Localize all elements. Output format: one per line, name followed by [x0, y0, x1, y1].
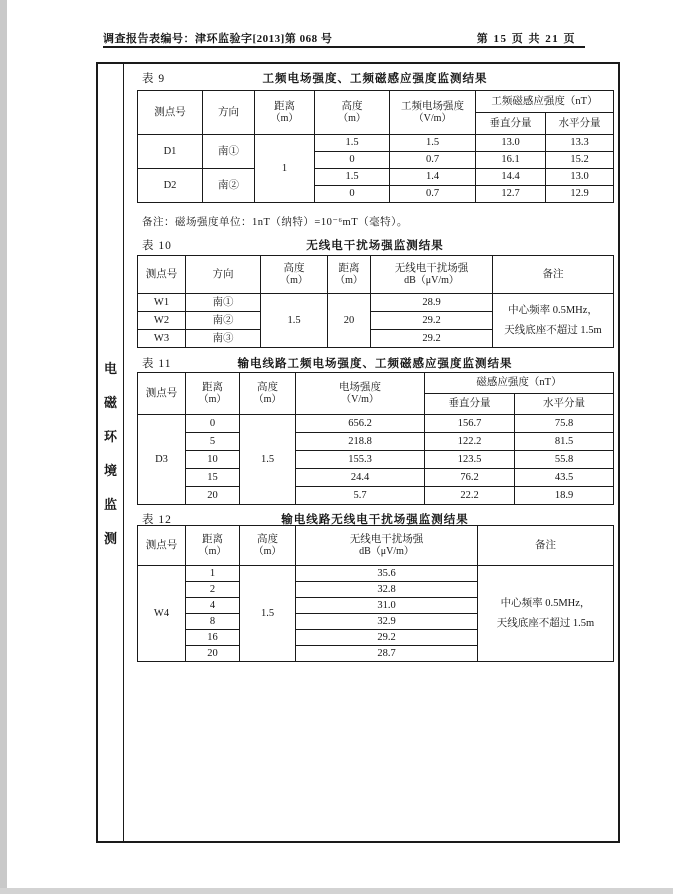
table-cell: 1.4 [390, 169, 476, 186]
table9-caption [137, 70, 613, 84]
table-cell: 22.2 [425, 487, 515, 505]
col-header-line: 高度 [257, 381, 278, 393]
table9-footnote: 备注：磁场强度单位：1nT（纳特）=10⁻⁶mT（毫特）。 [142, 217, 408, 228]
col-header-unit: （m） [270, 112, 299, 124]
col-header [296, 526, 478, 566]
col-header [240, 526, 296, 566]
col-header: 水平分量 [515, 394, 614, 415]
col-header: 备注 [493, 256, 614, 294]
table-cell: W4 [138, 566, 186, 662]
col-header-line: 高度 [283, 262, 305, 274]
table-row [138, 135, 614, 152]
table-cell: 81.5 [515, 433, 614, 451]
page-number: 第 15 页 共 21 页 [476, 33, 576, 45]
table-cell: 南① [203, 135, 255, 169]
table-cell: 5.7 [296, 487, 425, 505]
table-cell: 4 [186, 598, 240, 614]
table-cell: 2 [186, 582, 240, 598]
col-header: 垂直分量 [476, 113, 546, 135]
table-cell: 32.8 [296, 582, 478, 598]
col-header: 垂直分量 [425, 394, 515, 415]
col-header: 测点号 [138, 256, 186, 294]
table-cell: 29.2 [371, 330, 493, 348]
col-header-unit: （m） [335, 274, 363, 286]
col-header-line: 无线电干扰场强 [394, 262, 469, 274]
table-cell: D2 [138, 169, 203, 203]
table10-label: 表 10 [142, 240, 172, 252]
table-cell: 29.2 [371, 312, 493, 330]
table-cell: 28.7 [296, 646, 478, 662]
table-cell: 122.2 [425, 433, 515, 451]
col-header-unit: dB（μV/m） [404, 274, 459, 286]
table-cell: 15 [186, 469, 240, 487]
table-cell: 南① [186, 294, 261, 312]
col-header: 方向 [186, 256, 261, 294]
table12-caption [137, 511, 613, 525]
table-cell: 14.4 [476, 169, 546, 186]
col-header [296, 373, 425, 415]
table-cell: 16.1 [476, 152, 546, 169]
col-header-unit: （m） [198, 393, 227, 405]
table-cell: 24.4 [296, 469, 425, 487]
table-cell: 13.0 [546, 169, 614, 186]
table-cell: 南③ [186, 330, 261, 348]
table-row [138, 487, 614, 505]
table12-label: 表 12 [142, 514, 172, 526]
table-cell: 5 [186, 433, 240, 451]
sidebar-label-char: 电 [103, 361, 117, 376]
table-row [138, 433, 614, 451]
table-cell: 18.9 [515, 487, 614, 505]
col-header-line: 距离 [202, 533, 223, 545]
remark-line: 中心频率 0.5MHz， [500, 597, 591, 609]
table9-label: 表 9 [142, 73, 166, 85]
remark-cell [478, 566, 614, 662]
col-header-line: 距离 [338, 262, 360, 274]
table-cell: 1 [186, 566, 240, 582]
col-header-unit: （V/m） [341, 393, 379, 405]
table-cell: 76.2 [425, 469, 515, 487]
table-cell: 0.7 [390, 186, 476, 203]
content-area [125, 64, 619, 841]
table-cell: 16 [186, 630, 240, 646]
col-header: 磁感应强度（nT） [425, 373, 614, 394]
table-cell: 156.7 [425, 415, 515, 433]
table-10 [137, 255, 614, 348]
table-row [138, 169, 614, 186]
sidebar-label-char: 监 [103, 497, 117, 512]
table-cell: 29.2 [296, 630, 478, 646]
col-header-unit: （m） [253, 393, 282, 405]
col-header [328, 256, 371, 294]
table-cell: 20 [186, 487, 240, 505]
table-cell: 31.0 [296, 598, 478, 614]
col-header: 测点号 [138, 526, 186, 566]
col-header [261, 256, 328, 294]
table-cell: D3 [138, 415, 186, 505]
table-cell: 12.9 [546, 186, 614, 203]
col-header-line: 距离 [274, 100, 295, 112]
table-9 [137, 90, 614, 203]
table-cell: 0 [186, 415, 240, 433]
sidebar-label-char: 环 [103, 429, 117, 444]
table-cell: 75.8 [515, 415, 614, 433]
table-cell: 155.3 [296, 451, 425, 469]
table-cell: W2 [138, 312, 186, 330]
remark-line: 天线底座不超过 1.5m [504, 324, 602, 336]
col-header-unit: （m） [253, 545, 282, 557]
table-cell: 1.5 [390, 135, 476, 152]
col-header-unit: （V/m） [413, 112, 452, 124]
scan-edge-left [0, 0, 7, 894]
col-header-unit: dB（μV/m） [359, 545, 414, 557]
table-cell: 1.5 [315, 135, 390, 152]
sidebar-label-char: 境 [103, 463, 117, 478]
col-header [390, 91, 476, 135]
table-row [138, 451, 614, 469]
table10-title: 无线电干扰场强监测结果 [306, 240, 444, 252]
col-header [240, 373, 296, 415]
table-cell: 28.9 [371, 294, 493, 312]
col-header [186, 526, 240, 566]
table-cell: 12.7 [476, 186, 546, 203]
table-cell: 10 [186, 451, 240, 469]
col-header: 方向 [203, 91, 255, 135]
table10-caption [137, 237, 613, 251]
main-frame [96, 62, 620, 843]
table-cell: 8 [186, 614, 240, 630]
col-header-line: 高度 [341, 100, 363, 112]
table-cell: 南② [203, 169, 255, 203]
table-cell: 0 [315, 152, 390, 169]
col-header-unit: （m） [280, 274, 308, 286]
table-cell: 0.7 [390, 152, 476, 169]
table-cell: 32.9 [296, 614, 478, 630]
col-header: 测点号 [138, 91, 203, 135]
table-cell: 1.5 [240, 566, 296, 662]
table-row [138, 566, 614, 582]
report-number: 调查报告表编号：津环监验字[2013]第 068 号 [103, 33, 333, 45]
col-header-unit: （m） [198, 545, 227, 557]
col-header [186, 373, 240, 415]
table-cell: 35.6 [296, 566, 478, 582]
header-rule [103, 46, 585, 48]
col-header [371, 256, 493, 294]
col-header: 备注 [478, 526, 614, 566]
table-cell: 1.5 [315, 169, 390, 186]
col-header [255, 91, 315, 135]
table-cell: 1.5 [261, 294, 328, 348]
table9-title: 工频电场强度、工频磁感应强度监测结果 [262, 73, 488, 85]
table-cell: 13.0 [476, 135, 546, 152]
sidebar-label-char: 磁 [103, 395, 117, 410]
table-cell: D1 [138, 135, 203, 169]
col-header-line: 工频电场强度 [401, 100, 464, 112]
table-cell: 南② [186, 312, 261, 330]
sidebar-section-label [98, 64, 124, 841]
remark-line: 天线底座不超过 1.5m [496, 617, 595, 629]
table-cell: 55.8 [515, 451, 614, 469]
table-cell: 656.2 [296, 415, 425, 433]
remark-line: 中心频率 0.5MHz， [508, 304, 598, 316]
table11-caption [137, 355, 613, 369]
col-header: 水平分量 [546, 113, 614, 135]
table-cell: 1 [255, 135, 315, 203]
table-cell: 15.2 [546, 152, 614, 169]
table-12 [137, 525, 614, 662]
table-cell: 20 [328, 294, 371, 348]
col-header-line: 无线电干扰场强 [349, 533, 424, 545]
table-row [138, 469, 614, 487]
sidebar-label-char: 测 [103, 531, 117, 546]
table-cell: 43.5 [515, 469, 614, 487]
table-cell: 13.3 [546, 135, 614, 152]
table-cell: 123.5 [425, 451, 515, 469]
table11-title: 输电线路工频电场强度、工频磁感应强度监测结果 [237, 358, 513, 370]
col-header-line: 电场强度 [339, 381, 381, 393]
table-cell: W3 [138, 330, 186, 348]
remark-cell [493, 294, 614, 348]
col-header: 测点号 [138, 373, 186, 415]
table-11 [137, 372, 614, 505]
col-header: 工频磁感应强度（nT） [476, 91, 614, 113]
table-cell: W1 [138, 294, 186, 312]
table-cell: 0 [315, 186, 390, 203]
col-header-line: 距离 [202, 381, 223, 393]
table-cell: 20 [186, 646, 240, 662]
col-header [315, 91, 390, 135]
scan-edge-bottom [0, 888, 673, 894]
col-header-unit: （m） [338, 112, 366, 124]
table-cell: 1.5 [240, 415, 296, 505]
col-header-line: 高度 [257, 533, 278, 545]
table11-label: 表 11 [142, 358, 172, 370]
table12-title: 输电线路无线电干扰场强监测结果 [281, 514, 469, 526]
table-row [138, 415, 614, 433]
table-row [138, 294, 614, 312]
table-cell: 218.8 [296, 433, 425, 451]
